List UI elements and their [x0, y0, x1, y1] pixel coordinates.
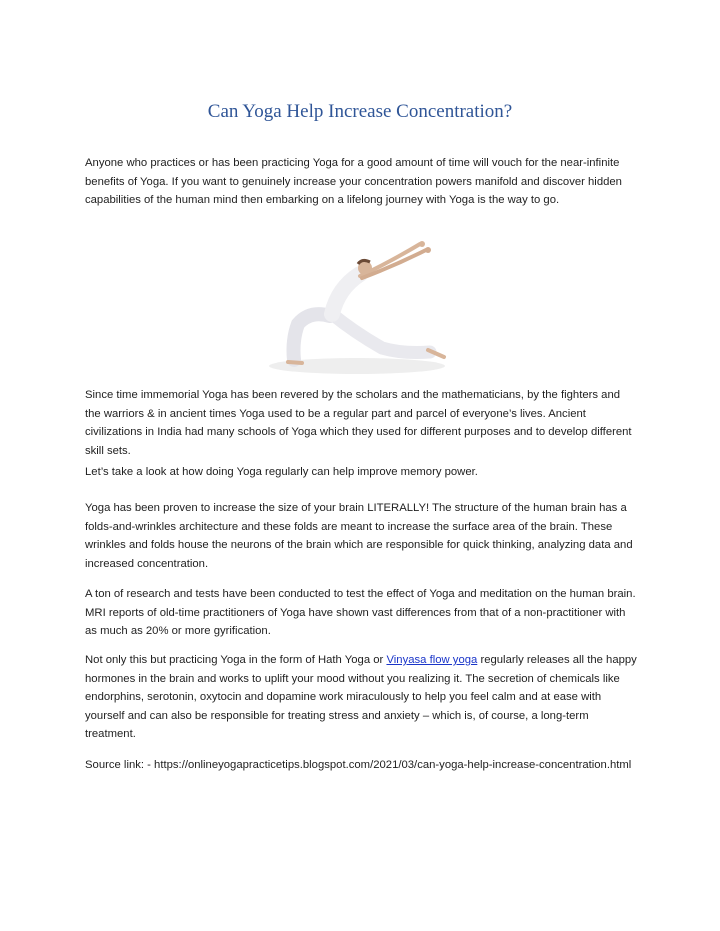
paragraph-research: A ton of research and tests have been conducted to test the effect of Yoga and meditation on the human brain. MRI reports of old-time practitioners of Yoga have shown vast differences from that of a non-practitioner with as much as 20% or more gyrification.: [85, 588, 636, 637]
page-title: Can Yoga Help Increase Concentration?: [207, 101, 513, 122]
paragraph-history: Since time immemorial Yoga has been revered by the scholars and the mathematicians, by the fighters and the warriors & in ancient times Yoga used to be a regular part and parcel of everyone’s lives. Ancient civilizations in India had many schools of Yoga which they used for different purposes and to develop different skill sets.: [85, 389, 632, 457]
paragraph-brain-size: Yoga has been proven to increase the size of your brain LITERALLY! The structure of the human brain has a folds-and-wrinkles architecture and these folds are meant to increase the surface area of the brain. These wrinkles and folds house the neurons of the brain which are responsible for quick thinking, analyzing data and increased concentration.: [85, 502, 633, 570]
yoga-pose-illustration: [262, 236, 447, 374]
paragraph-hormones-after: regularly releases all the happy hormones in the brain and works to uplift your mood without you realizing it. The secretion of chemicals like endorphins, serotonin, oxytocin and dopamine work miraculously to help you feel calm and at ease with yourself and can also be responsible for treating stress and anxiety – which is, of course, a long-term treatment.: [85, 654, 637, 740]
paragraph-intro: Anyone who practices or has been practicing Yoga for a good amount of time will vouch for the near-infinite benefits of Yoga. If you want to genuinely increase your concentration powers manifold and discover hidden capabilities of the human mind then embarking on a lifelong journey with Yoga is the way to go.: [85, 157, 622, 206]
paragraph-hormones-before: Not only this but practicing Yoga in the form of Hath Yoga or: [85, 654, 387, 666]
source-link-text: Source link: - https://onlineyogapracticetips.blogspot.com/2021/03/can-yoga-help-increase-concentration.html: [85, 759, 632, 771]
vinyasa-flow-yoga-link[interactable]: Vinyasa flow yoga: [386, 654, 478, 666]
paragraph-memory: Let’s take a look at how doing Yoga regularly can help improve memory power.: [85, 466, 478, 478]
paragraph-hormones: [85, 651, 637, 744]
